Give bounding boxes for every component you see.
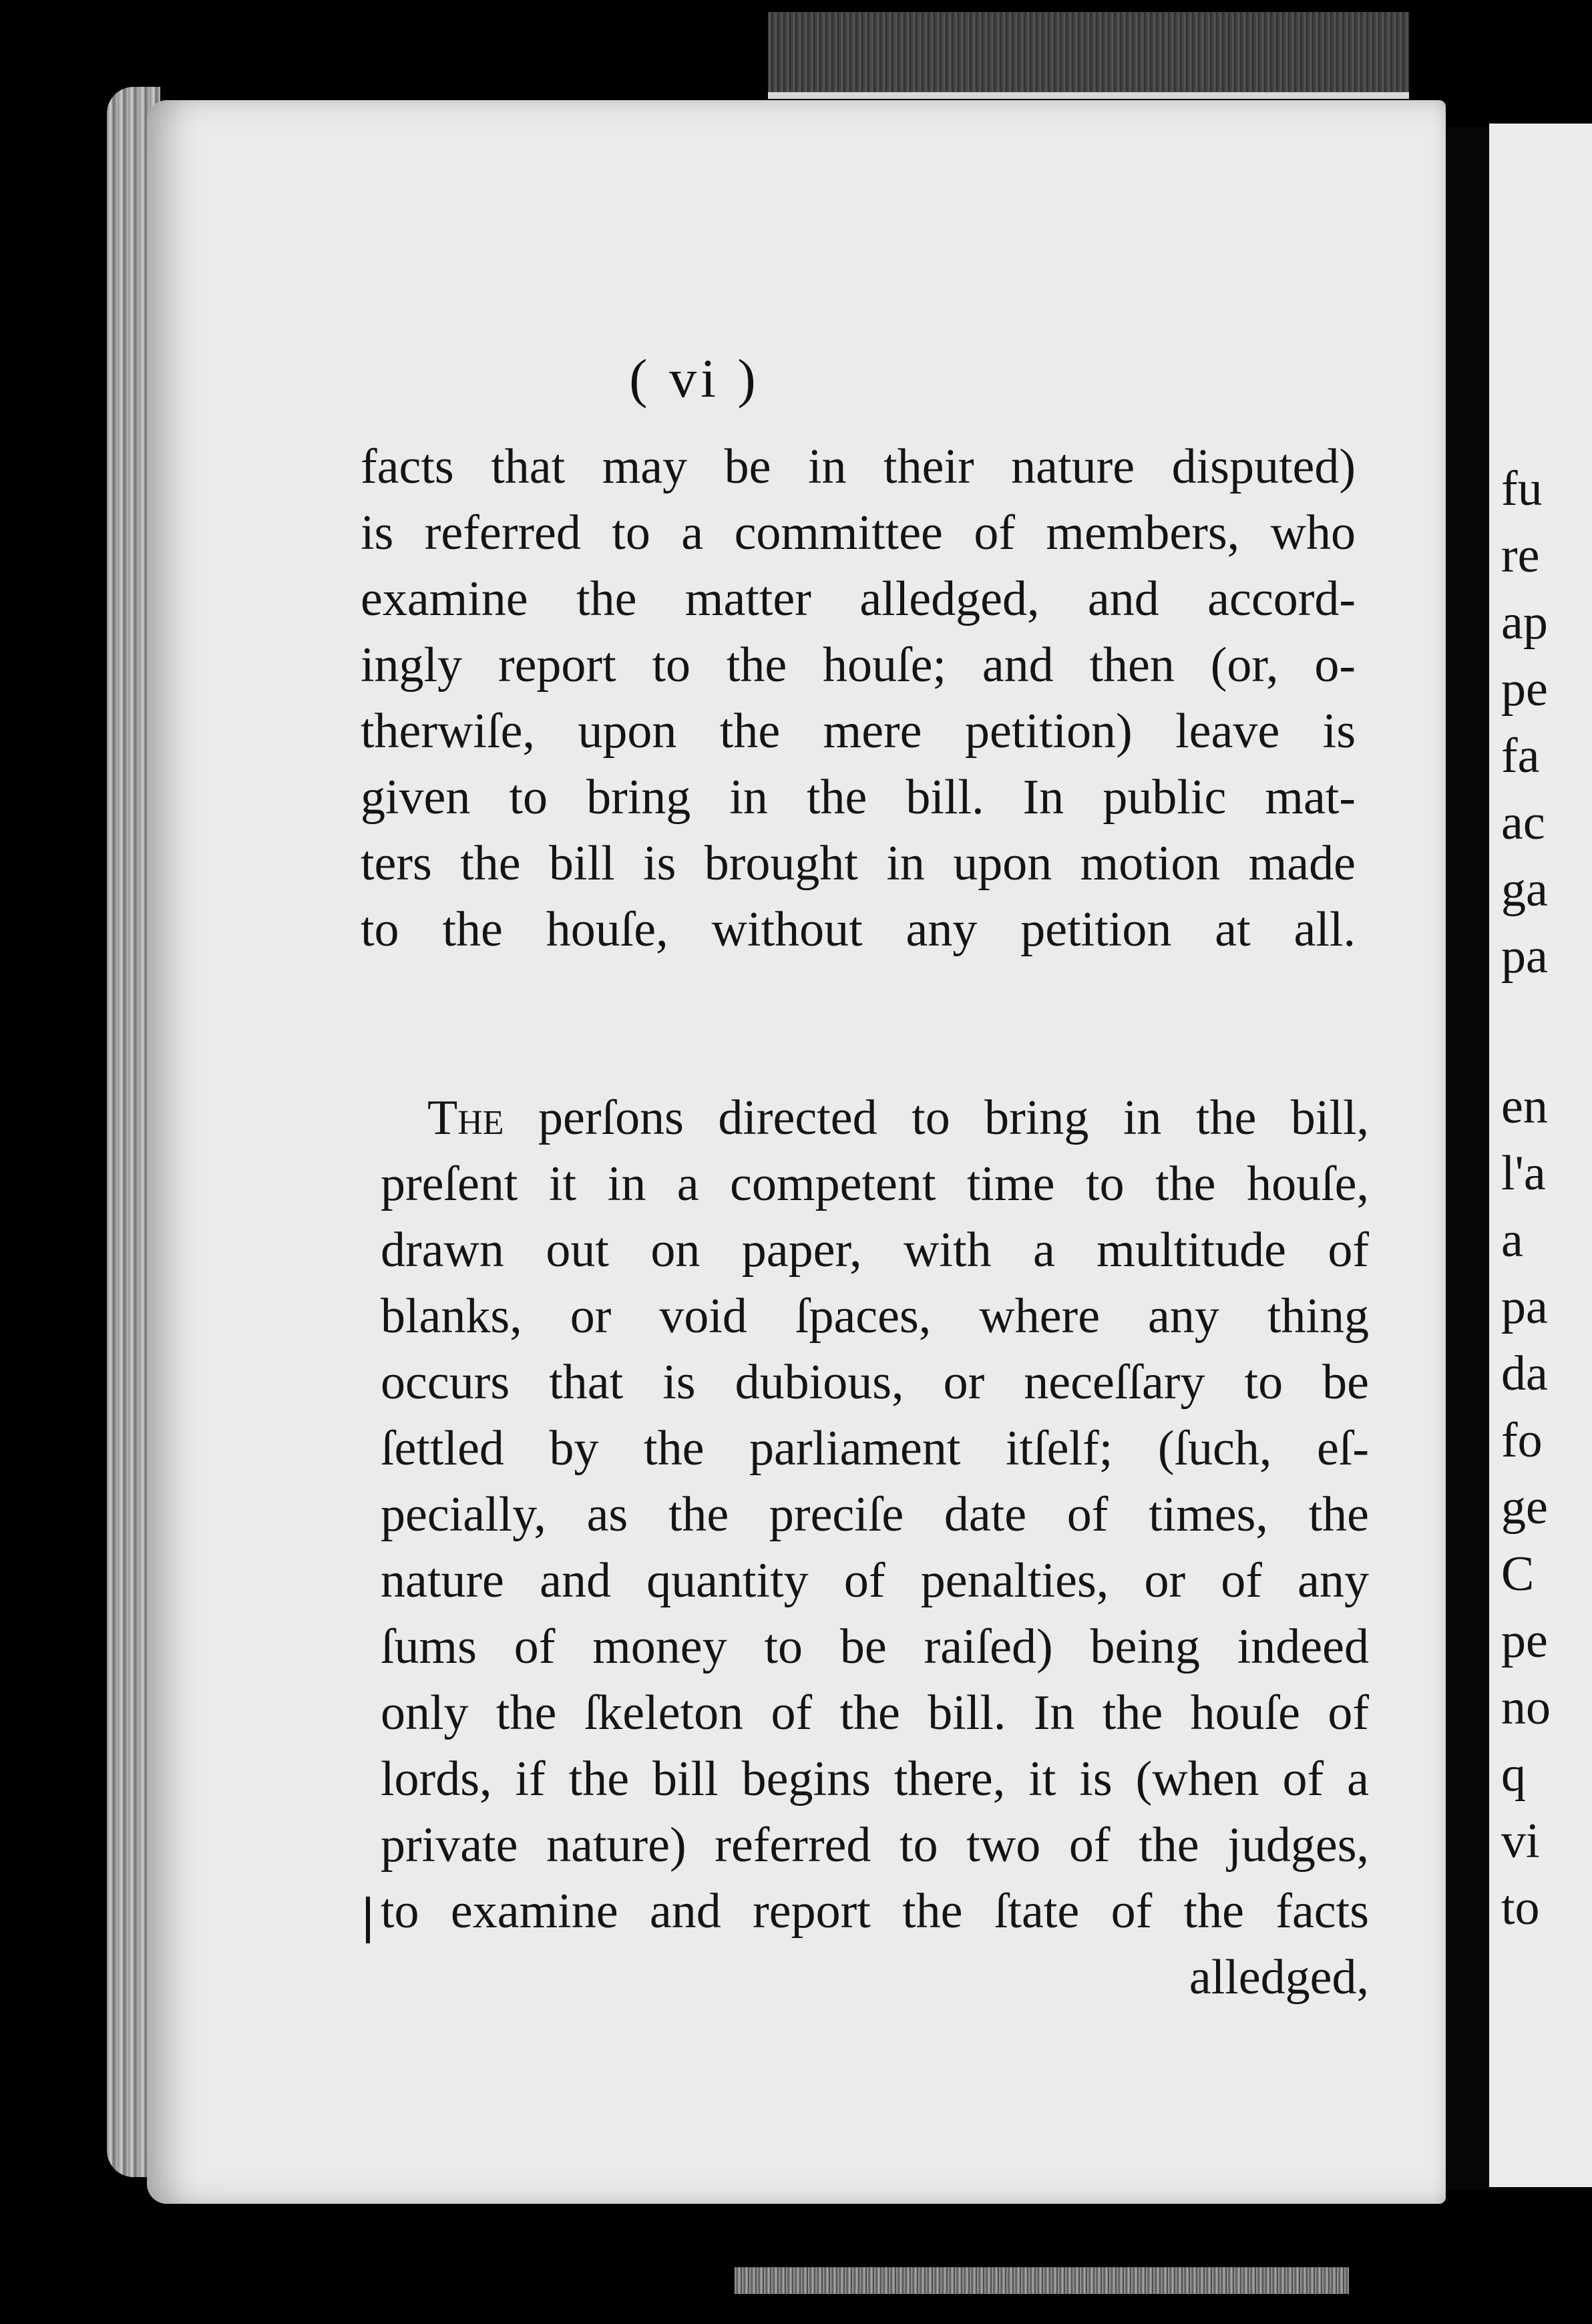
text-line: ters the bill is brought in upon motion made: [361, 836, 1356, 891]
next-page-line: vi: [1501, 1814, 1540, 1869]
text-line: is referred to a committee of members, who: [361, 506, 1356, 560]
text-line: ſums of money to be raiſed) being indeed: [381, 1619, 1369, 1674]
paragraph-1: [361, 434, 1356, 963]
catchword: alledged,: [1189, 1950, 1369, 2005]
text-line: examine the matter alledged, and accord-: [361, 572, 1356, 626]
text-line: facts that may be in their nature disputed): [361, 439, 1356, 494]
text-line: given to bring in the bill. In public mat-: [361, 770, 1356, 825]
next-page-line: l'a: [1501, 1146, 1546, 1201]
next-page-line: to: [1501, 1881, 1540, 1935]
next-page-line: a: [1501, 1213, 1523, 1268]
text-line: drawn out on paper, with a multitude of: [381, 1223, 1369, 1278]
next-page-line: fa: [1501, 729, 1540, 783]
text-line: private nature) referred to two of the judges,: [381, 1818, 1369, 1873]
next-page-line: fu: [1501, 461, 1543, 516]
next-page-line: re: [1501, 528, 1540, 583]
next-page-line: ga: [1501, 862, 1548, 917]
text-line: ſettled by the parliament itſelf; (ſuch, eſ-: [381, 1421, 1369, 1476]
next-page-fragment: [1489, 124, 1592, 2187]
text-line: ingly report to the houſe; and then (or, o-: [361, 638, 1356, 693]
next-page-line: da: [1501, 1346, 1548, 1401]
margin-mark: [366, 1897, 370, 1943]
text-line: therwiſe, upon the mere petition) leave is: [361, 704, 1356, 759]
text-line: occurs that is dubious, or neceſſary to be: [381, 1355, 1369, 1410]
next-page-line: en: [1501, 1079, 1548, 1134]
next-page-line: pa: [1501, 1280, 1548, 1334]
next-page-line: pe: [1501, 662, 1548, 717]
text-line: to the houſe, without any petition at all.: [361, 902, 1356, 957]
text-line: lords, if the bill begins there, it is (when of a: [381, 1752, 1369, 1806]
text-line: preſent it in a competent time to the houſe,: [381, 1157, 1369, 1211]
library-stamp: [735, 2267, 1349, 2294]
next-page-line: fo: [1501, 1413, 1543, 1468]
text-line-first: [381, 1085, 1369, 1151]
next-page-line: ap: [1501, 595, 1548, 650]
text-line: blanks, or void ſpaces, where any thing: [381, 1289, 1369, 1344]
next-page-line: pa: [1501, 929, 1548, 984]
paragraph-2: [381, 1085, 1369, 2011]
text-line: to examine and report the ſtate of the facts: [381, 1884, 1369, 1939]
next-page-line: no: [1501, 1680, 1551, 1735]
next-page-line: q: [1501, 1747, 1526, 1802]
next-page-line: ac: [1501, 795, 1545, 850]
next-page-line: pe: [1501, 1613, 1548, 1668]
next-page-line: C: [1501, 1547, 1535, 1601]
first-line-rest: perſons directed to bring in the bill,: [504, 1091, 1369, 1145]
text-line: pecially, as the preciſe date of times, the: [381, 1487, 1369, 1542]
paragraph-lead-word: The: [427, 1091, 504, 1145]
text-line: only the ſkeleton of the bill. In the houſe of: [381, 1686, 1369, 1740]
page-number: ( vi ): [629, 348, 760, 409]
next-page-line: ge: [1501, 1480, 1548, 1535]
gutter-shadow: [1446, 127, 1489, 2190]
text-line: nature and quantity of penalties, or of any: [381, 1553, 1369, 1608]
book-binding: [768, 12, 1409, 99]
